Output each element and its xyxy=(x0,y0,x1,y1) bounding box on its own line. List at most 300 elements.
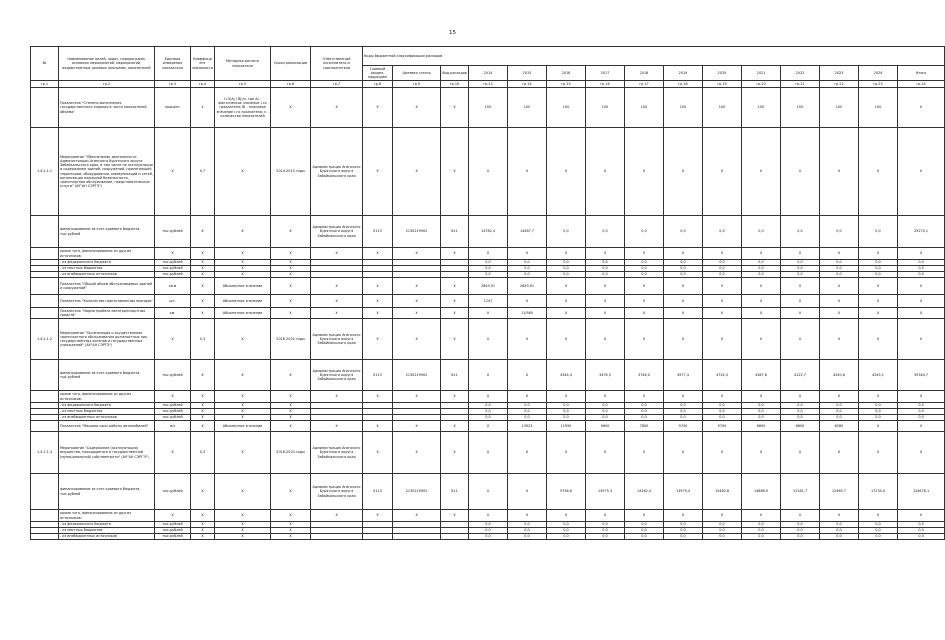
table-cell: Х xyxy=(625,248,664,260)
table-cell: м/ч xyxy=(155,421,191,432)
table-cell: Х xyxy=(664,248,703,260)
table-cell: Х xyxy=(469,474,508,510)
table-cell: 0,0 xyxy=(781,534,820,540)
table-cell: 0,0 xyxy=(469,534,508,540)
table-cell: 0,0 xyxy=(625,534,664,540)
table-cell: Х xyxy=(441,432,469,474)
table-cell: Х xyxy=(508,360,547,391)
table-cell: 0,3 xyxy=(191,432,215,474)
column-number: гр.20 xyxy=(742,81,781,88)
table-cell: 0,0 xyxy=(586,415,625,421)
header-no: № xyxy=(31,47,59,81)
table-row xyxy=(31,308,945,319)
table-cell: тыс.рублей xyxy=(155,528,191,534)
column-number: гр.5 xyxy=(215,81,271,88)
table-cell: Х xyxy=(820,308,859,319)
table-cell: Х xyxy=(742,319,781,360)
table-cell: 0,0 xyxy=(859,415,898,421)
table-cell: 0,0 xyxy=(547,528,586,534)
table-cell: Х xyxy=(469,391,508,403)
table-cell: 14162,4 xyxy=(625,474,664,510)
table-cell: Х xyxy=(859,128,898,216)
table-cell: 0,0 xyxy=(469,260,508,266)
table-cell: Х xyxy=(363,510,393,522)
table-cell: 0,0 xyxy=(742,415,781,421)
table-cell xyxy=(31,510,59,522)
table-cell: Х xyxy=(781,128,820,216)
table-cell: Х xyxy=(155,248,191,260)
table-cell: Х xyxy=(664,128,703,216)
table-cell: 0,0 xyxy=(781,216,820,248)
table-cell: 2130219902 xyxy=(393,474,441,510)
table-cell: Х xyxy=(215,248,271,260)
table-cell: Х xyxy=(508,474,547,510)
table-cell: 0,7 xyxy=(191,128,215,216)
table-cell: 3746,0 xyxy=(625,360,664,391)
table-cell: 0,0 xyxy=(898,528,945,534)
table-cell: Абсолютное значение xyxy=(215,278,271,295)
table-cell: Х xyxy=(155,128,191,216)
table-cell: Х xyxy=(393,88,441,128)
table-cell: Х xyxy=(586,278,625,295)
table-cell: 12465,7 xyxy=(820,474,859,510)
table-cell: Х xyxy=(469,128,508,216)
table-row xyxy=(31,510,945,522)
table-cell: Х xyxy=(215,534,271,540)
table-row xyxy=(31,278,945,295)
table-cell: - из местных бюджетов xyxy=(59,528,155,534)
header-year: 2019 xyxy=(664,66,703,81)
table-cell: 0,0 xyxy=(781,522,820,528)
table-cell: Х xyxy=(625,319,664,360)
table-cell: 0,0 xyxy=(703,522,742,528)
table-cell: 0,0 xyxy=(547,409,586,415)
table-cell: 6600 xyxy=(781,421,820,432)
table-cell: Х xyxy=(191,295,215,308)
table-cell: Х xyxy=(469,248,508,260)
table-cell: 0113 xyxy=(363,360,393,391)
table-cell: Х xyxy=(469,308,508,319)
header-exp-type: Вид расходов xyxy=(441,66,469,81)
column-number: гр.7 xyxy=(311,81,363,88)
table-cell: Х xyxy=(859,510,898,522)
table-cell: Х xyxy=(703,278,742,295)
table-cell: Х xyxy=(742,510,781,522)
table-cell: 14487,7 xyxy=(508,216,547,248)
table-cell: Х xyxy=(271,534,311,540)
table-cell: 0,0 xyxy=(586,272,625,278)
table-cell: 0,0 xyxy=(469,522,508,528)
table-cell: 9700 xyxy=(664,421,703,432)
table-cell: Х xyxy=(393,319,441,360)
table-cell: Х xyxy=(820,319,859,360)
table-cell: Х xyxy=(742,128,781,216)
table-cell: Х xyxy=(898,308,945,319)
table-cell: Х xyxy=(586,391,625,403)
table-cell: 4344,4 xyxy=(547,360,586,391)
table-cell: 2016-2024 годы xyxy=(271,432,311,474)
table-cell: Х xyxy=(191,308,215,319)
table-cell: кроме того, финансирование из других источников: xyxy=(59,248,155,260)
table-cell: 0,0 xyxy=(469,528,508,534)
table-cell: тыс.рублей xyxy=(155,266,191,272)
table-cell: Х xyxy=(820,432,859,474)
header-year: 2023 xyxy=(820,66,859,81)
table-cell: Х xyxy=(508,319,547,360)
table-cell: 4977,4 xyxy=(664,360,703,391)
table-cell: Х xyxy=(547,391,586,403)
table-cell: Х xyxy=(311,308,363,319)
table-cell: Х xyxy=(508,510,547,522)
table-cell: Администрация Агинского Бурятского округа Забайкальского края xyxy=(311,360,363,391)
table-cell: Показатель "Машино-часы работы автомобилей" xyxy=(59,421,155,432)
table-cell: 0,3 xyxy=(191,319,215,360)
table-cell: 1.4.2.1.2 xyxy=(31,319,59,360)
table-cell: 0,0 xyxy=(742,522,781,528)
table-cell: Х xyxy=(469,319,508,360)
table-cell: Х xyxy=(625,391,664,403)
table-cell: Х xyxy=(625,128,664,216)
table-cell xyxy=(31,391,59,403)
table-cell: Администрация Агинского Бурятского округа Забайкальского края xyxy=(311,474,363,510)
table-cell: 0,0 xyxy=(859,216,898,248)
table-cell: Х xyxy=(664,295,703,308)
table-cell: кроме того, финансирование из других источников: xyxy=(59,391,155,403)
column-number: гр.2 xyxy=(59,81,155,88)
table-row xyxy=(31,474,945,510)
table-cell: Х xyxy=(898,295,945,308)
table-cell: Х xyxy=(898,421,945,432)
table-cell: 0,0 xyxy=(664,522,703,528)
table-cell: Х xyxy=(781,308,820,319)
table-cell: 4122,7 xyxy=(781,360,820,391)
table-cell: 100 xyxy=(469,88,508,128)
table-cell: Х xyxy=(363,295,393,308)
table-cell: 2016-2024 годы xyxy=(271,319,311,360)
table-cell: Х xyxy=(215,528,271,534)
table-cell: 0,0 xyxy=(508,415,547,421)
table-cell: 0,0 xyxy=(547,522,586,528)
table-cell: Х xyxy=(271,216,311,248)
table-cell: 611 xyxy=(441,216,469,248)
table-cell: Х xyxy=(586,308,625,319)
table-cell: Х xyxy=(781,278,820,295)
table-cell: 0,0 xyxy=(508,272,547,278)
table-cell xyxy=(31,216,59,248)
table-cell: 0,0 xyxy=(703,534,742,540)
table-cell: Х xyxy=(215,360,271,391)
table-cell: Х xyxy=(215,432,271,474)
header-budget-codes: Коды бюджетной классификации расходов xyxy=(363,47,945,66)
table-cell: 0,0 xyxy=(469,415,508,421)
table-cell: тыс.рублей xyxy=(155,216,191,248)
table-cell: Х xyxy=(664,391,703,403)
table-cell: Х xyxy=(363,391,393,403)
table-cell: Х xyxy=(393,308,441,319)
table-cell: Х xyxy=(311,88,363,128)
table-cell: Х xyxy=(859,248,898,260)
table-cell: Х xyxy=(215,415,271,421)
header-year: 2020 xyxy=(703,66,742,81)
table-cell: 2130219902 xyxy=(393,360,441,391)
table-cell: Х xyxy=(508,391,547,403)
table-cell: Х xyxy=(191,266,215,272)
header-row-1 xyxy=(31,47,945,66)
table-cell xyxy=(31,278,59,295)
table-cell: Администрация Агинского Бурятского округа Забайкальского края xyxy=(311,128,363,216)
header-method: Методика расчета показателя xyxy=(215,47,271,81)
table-cell xyxy=(311,534,363,540)
table-cell: Х xyxy=(393,391,441,403)
table-cell: 39344,7 xyxy=(898,360,945,391)
header-unit: Единица измерения показателя xyxy=(155,47,191,81)
table-cell: 0,0 xyxy=(820,272,859,278)
table-cell: 0,0 xyxy=(586,522,625,528)
table-cell: Х xyxy=(271,474,311,510)
table-cell: тыс.рублей xyxy=(155,409,191,415)
table-cell: 100 xyxy=(586,88,625,128)
table-cell xyxy=(31,88,59,128)
table-cell: 100 xyxy=(742,88,781,128)
table-cell: 0,0 xyxy=(859,260,898,266)
table-cell: 0,0 xyxy=(547,260,586,266)
table-cell: 0,0 xyxy=(547,272,586,278)
table-cell: тыс.рублей xyxy=(155,360,191,391)
table-cell: Х xyxy=(363,128,393,216)
table-cell: 1.4.2.1.1 xyxy=(31,128,59,216)
table-cell: Х xyxy=(703,510,742,522)
table-cell: тыс.рублей xyxy=(155,272,191,278)
table-cell: 0,0 xyxy=(547,266,586,272)
table-cell: Х xyxy=(781,432,820,474)
table-cell: Х xyxy=(441,308,469,319)
table-cell: Х xyxy=(586,295,625,308)
table-cell: 0,0 xyxy=(898,260,945,266)
table-cell: 0,0 xyxy=(625,272,664,278)
table-cell: 100 xyxy=(625,88,664,128)
table-cell: Х xyxy=(703,391,742,403)
table-cell: 0,0 xyxy=(898,266,945,272)
table-row xyxy=(31,319,945,360)
table-cell: 0,0 xyxy=(703,260,742,266)
column-numbers-row xyxy=(31,81,945,88)
table-row xyxy=(31,421,945,432)
table-cell: Х xyxy=(393,248,441,260)
table-row xyxy=(31,534,945,540)
table-cell: 0,0 xyxy=(859,272,898,278)
table-cell: Х xyxy=(191,260,215,266)
table-cell: Х xyxy=(393,421,441,432)
header-year: 2018 xyxy=(625,66,664,81)
table-cell: Показатель "Норма пробега автотранспортных средств" xyxy=(59,308,155,319)
table-cell: 0,0 xyxy=(820,528,859,534)
table-cell xyxy=(31,534,59,540)
table-cell: 0,0 xyxy=(742,534,781,540)
table-cell: 0,0 xyxy=(859,534,898,540)
table-cell: Х xyxy=(469,432,508,474)
table-cell: 0,0 xyxy=(625,216,664,248)
table-cell: Х xyxy=(547,510,586,522)
table-cell: Х xyxy=(363,88,393,128)
table-cell: 0,0 xyxy=(820,522,859,528)
column-number: гр.17 xyxy=(625,81,664,88)
table-cell: Х xyxy=(547,432,586,474)
table-cell: Х xyxy=(311,510,363,522)
table-cell: тыс.рублей xyxy=(155,260,191,266)
table-cell: Х xyxy=(441,278,469,295)
column-number: гр.22 xyxy=(820,81,859,88)
table-cell: 4367,6 xyxy=(742,360,781,391)
table-cell: 17234,4 xyxy=(859,474,898,510)
table-cell: - из внебюджетных источников xyxy=(59,534,155,540)
table-cell: Х xyxy=(898,510,945,522)
table-cell: 0,0 xyxy=(898,415,945,421)
budget-table xyxy=(30,46,945,540)
table-cell: Х xyxy=(441,510,469,522)
table-cell: Х xyxy=(155,432,191,474)
column-number: гр.23 xyxy=(859,81,898,88)
header-target: Целевая статья xyxy=(393,66,441,81)
table-cell xyxy=(31,248,59,260)
table-cell: финансирование за счет краевого бюджета, тыс.рублей xyxy=(59,474,155,510)
column-number: гр.13 xyxy=(469,81,508,88)
table-cell: Х xyxy=(547,248,586,260)
table-cell: 0,0 xyxy=(703,216,742,248)
table-cell: 0,0 xyxy=(781,260,820,266)
table-cell: 11/560 xyxy=(508,308,547,319)
table-cell: Х xyxy=(625,278,664,295)
table-cell: 0,0 xyxy=(820,409,859,415)
table-cell: I=Σ(Aj / Bj)/n, где Aj - фактическое значение i-го показателя; Bi - плановое значение i-го показателя; n - количество показателей xyxy=(215,88,271,128)
table-cell: 0,0 xyxy=(742,409,781,415)
table-cell: Х xyxy=(586,432,625,474)
table-cell: Х xyxy=(703,308,742,319)
table-cell: Х xyxy=(271,88,311,128)
table-cell: 0,0 xyxy=(781,409,820,415)
table-cell: 0,0 xyxy=(469,272,508,278)
table-cell: Мероприятие "Обеспечение деятельности Администрации Агинского бурятского округа Забайкальского края, в том числе по эксплуатации и содержанию зданий, сооружений, прилегающей территории, оборудования, коммуникаций и сетей, организация пожарной безопасности, транспортное обслуживание, представительские услуги" (АУ"АН СЭРГЭ") xyxy=(59,128,155,216)
table-cell: Х xyxy=(393,278,441,295)
table-cell xyxy=(31,474,59,510)
table-cell: финансирование за счет краевого бюджета, тыс.рублей xyxy=(59,216,155,248)
table-cell xyxy=(31,308,59,319)
table-cell: 6280 xyxy=(820,421,859,432)
table-cell: Х xyxy=(898,248,945,260)
table-cell: 0,0 xyxy=(508,403,547,409)
table-cell: Х xyxy=(363,432,393,474)
table-cell: 1247 xyxy=(469,295,508,308)
table-cell: Х xyxy=(441,421,469,432)
table-cell: Х xyxy=(191,474,215,510)
table-cell: Х xyxy=(311,391,363,403)
table-cell: Абсолютное значение xyxy=(215,421,271,432)
table-cell: Х xyxy=(271,421,311,432)
table-cell: Х xyxy=(742,278,781,295)
table-cell: Х xyxy=(271,295,311,308)
table-cell: 13923 xyxy=(508,421,547,432)
table-cell: финансирование за счет краевого бюджета, тыс.рублей xyxy=(59,360,155,391)
table-cell: 0,0 xyxy=(898,403,945,409)
table-cell: Х xyxy=(703,295,742,308)
table-cell: 0,0 xyxy=(547,534,586,540)
column-number: гр.3 xyxy=(155,81,191,88)
table-cell: Х xyxy=(859,278,898,295)
header-resp: Ответственный исполнитель и соисполнители xyxy=(311,47,363,81)
table-cell: Х xyxy=(271,278,311,295)
table-cell: Х xyxy=(191,522,215,528)
table-cell: Х xyxy=(191,272,215,278)
table-cell: 100 xyxy=(703,88,742,128)
header-year: 2014 xyxy=(469,66,508,81)
table-cell: Х xyxy=(859,295,898,308)
table-cell: 0,0 xyxy=(820,216,859,248)
table-cell: 0,0 xyxy=(820,260,859,266)
table-cell: 0,0 xyxy=(703,415,742,421)
table-cell: Абсолютное значение xyxy=(215,295,271,308)
table-cell: 0,0 xyxy=(703,528,742,534)
table-cell: - из местных бюджетов xyxy=(59,266,155,272)
table-cell: 14866,0 xyxy=(742,474,781,510)
table-cell: Х xyxy=(441,128,469,216)
table-cell: 12181,7 xyxy=(781,474,820,510)
table-cell: 100 xyxy=(547,88,586,128)
table-cell: Х xyxy=(441,248,469,260)
table-cell: Х xyxy=(363,319,393,360)
table-cell: 0,0 xyxy=(625,266,664,272)
table-cell: Х xyxy=(271,360,311,391)
table-row xyxy=(31,128,945,216)
table-cell: Х xyxy=(311,248,363,260)
table-cell: тыс.рублей xyxy=(155,403,191,409)
table-cell: 0,0 xyxy=(664,272,703,278)
table-cell: 0,0 xyxy=(664,216,703,248)
table-cell: Х xyxy=(271,510,311,522)
table-cell: Х xyxy=(191,528,215,534)
table-cell: Х xyxy=(586,248,625,260)
table-cell: 0,0 xyxy=(820,403,859,409)
table-cell: Х xyxy=(191,278,215,295)
table-cell: 2014-2015 годы xyxy=(271,128,311,216)
table-cell: Х xyxy=(191,421,215,432)
table-cell: Х xyxy=(393,128,441,216)
table-cell: 0,0 xyxy=(703,266,742,272)
table-cell: 0,0 xyxy=(547,403,586,409)
table-cell: Х xyxy=(781,391,820,403)
table-cell: Показатель "Общий объем обслуживаемых зданий и сооружений" xyxy=(59,278,155,295)
table-cell: 0,0 xyxy=(820,266,859,272)
table-cell: 0,0 xyxy=(742,528,781,534)
table-cell xyxy=(31,295,59,308)
table-cell: Х xyxy=(441,391,469,403)
table-cell: 100 xyxy=(508,88,547,128)
table-cell: 0,0 xyxy=(625,403,664,409)
table-cell: Х xyxy=(781,295,820,308)
table-cell: Х xyxy=(215,260,271,266)
column-number: гр.4 xyxy=(191,81,215,88)
table-cell: Х xyxy=(820,391,859,403)
table-cell: Х xyxy=(191,403,215,409)
table-cell: Х xyxy=(191,360,215,391)
column-number: гр.21 xyxy=(781,81,820,88)
table-cell: - из внебюджетных источников xyxy=(59,415,155,421)
column-number: гр.8 xyxy=(363,81,393,88)
table-cell: Х xyxy=(547,295,586,308)
table-cell: 0,0 xyxy=(859,528,898,534)
table-cell: 124676,1 xyxy=(898,474,945,510)
table-cell: 0,0 xyxy=(664,409,703,415)
column-number: гр.10 xyxy=(441,81,469,88)
table-cell: Х xyxy=(625,308,664,319)
